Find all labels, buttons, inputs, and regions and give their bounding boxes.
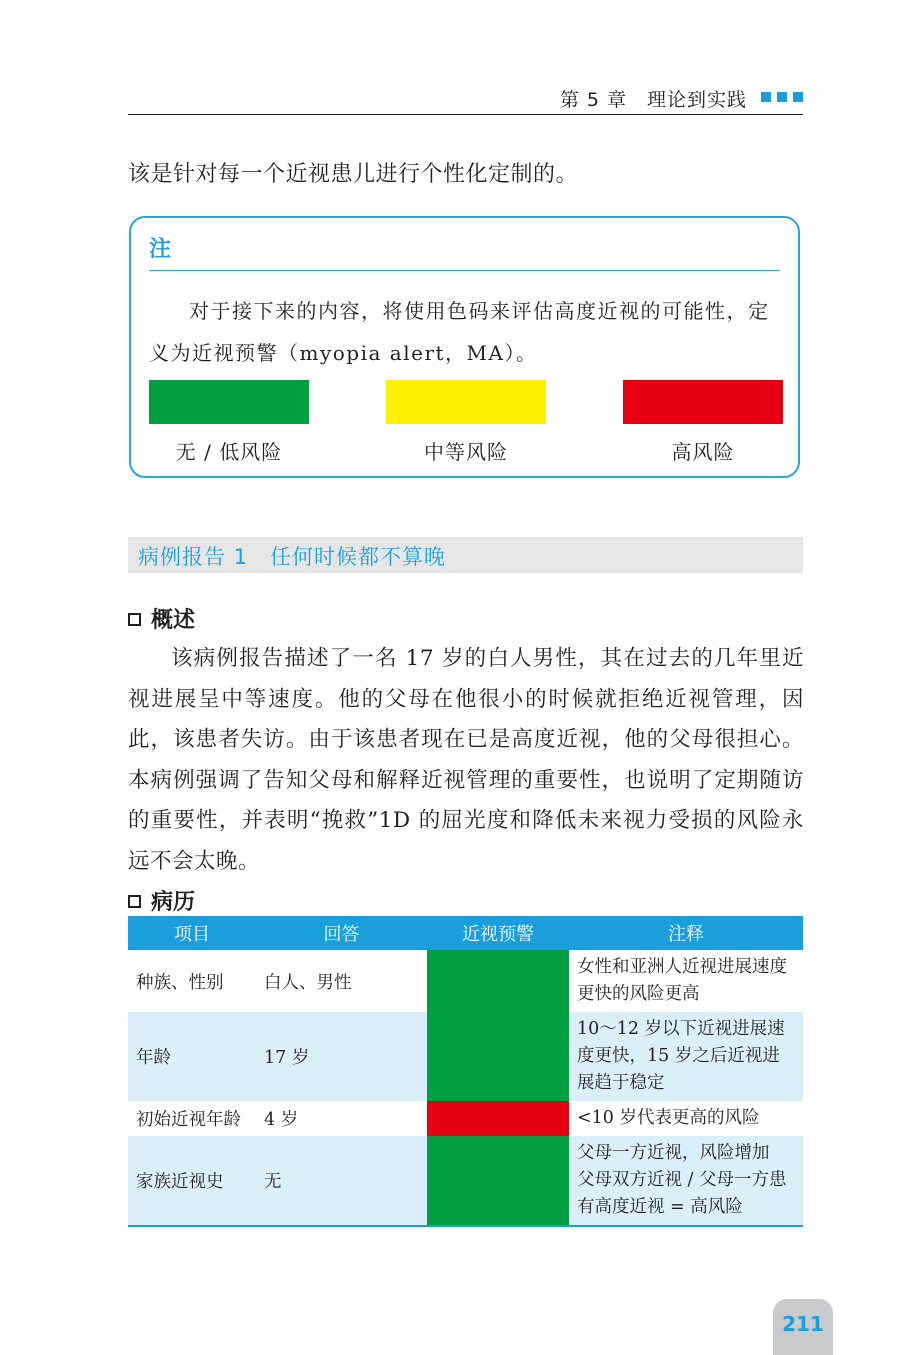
table-row [128,950,803,1012]
legend-label-medium: 中等风险 [424,440,508,464]
page-number: 211 [782,1312,824,1336]
row-note: 女性和亚洲人近视进展速度更快的风险更高 [577,957,787,1004]
overview-paragraph: 该病例报告描述了一名 17 岁的白人男性，其在过去的几年里近视进展呈中等速度。他的父母在他很小的时候就拒绝近视管理，因此，该患者失访。由于该患者现在已是高度近视，他的父母很担心。本病例强调了告知父母和解释近视管理的重要性，也说明了定期随访的重要性，并表明“挽救”1D 的屈光度和降低未来视力受损的风险永远不会太晚。 [128,646,804,874]
row-answer: 17 岁 [256,1012,427,1101]
row-answer: 无 [256,1136,427,1226]
legend-swatch-low [149,380,309,424]
table-row [128,1012,803,1101]
note-title: 注 [149,237,172,262]
row-answer: 4 岁 [264,1110,299,1130]
alert-cell-green [427,1012,569,1101]
alert-cell-green [427,1136,569,1226]
overview-heading-text: 概述 [151,608,196,633]
overview-heading [128,603,195,634]
note-text: 对于接下来的内容，将使用色码来评估高度近视的可能性，定义为近视预警（myopia alert，MA）。 [149,299,770,365]
chapter-title: 第 5 章 理论到实践 [559,89,747,111]
table-row [128,1101,803,1136]
row-item: 家族近视史 [128,1136,256,1226]
square-icon [761,92,771,102]
legend-label-low: 无 / 低风险 [175,440,283,464]
column-header: 回答 [256,916,427,950]
page-number-tab [773,1299,833,1355]
column-header: 近视预警 [427,916,569,950]
checkbox-square-icon [128,895,141,908]
history-table [128,916,803,1227]
case-report-heading [128,537,803,573]
intro-paragraph: 该是针对每一个近视患儿进行个性化定制的。 [128,162,579,187]
column-header: 项目 [128,916,256,950]
note-box [129,216,800,478]
legend-swatch-high [623,380,783,424]
header-square-markers [761,92,803,102]
table-header-row [128,916,803,950]
history-heading [128,885,195,916]
legend-swatch-medium [386,380,546,424]
table-row [128,1136,803,1226]
alert-cell-red [427,1101,569,1136]
square-icon [777,92,787,102]
row-answer: 白人、男性 [264,972,352,993]
running-header [128,82,803,115]
row-item: 初始近视年龄 [136,1110,241,1130]
square-icon [793,92,803,102]
row-note: 父母一方近视，风险增加 父母双方近视 / 父母一方患有高度近视 = 高风险 [569,1136,803,1226]
note-divider [149,270,780,271]
alert-cell-green [427,950,569,1012]
row-item: 种族、性别 [136,972,224,993]
row-note: 10～12 岁以下近视进展速度更快，15 岁之后近视进展趋于稳定 [569,1012,803,1101]
legend-label-high: 高风险 [671,440,735,464]
history-heading-text: 病历 [151,890,196,915]
row-item: 年龄 [128,1012,256,1101]
column-header: 注释 [569,916,803,950]
row-note: <10 岁代表更高的风险 [577,1108,760,1128]
checkbox-square-icon [128,613,141,626]
case-report-title: 病例报告 1 任何时候都不算晚 [138,545,447,569]
